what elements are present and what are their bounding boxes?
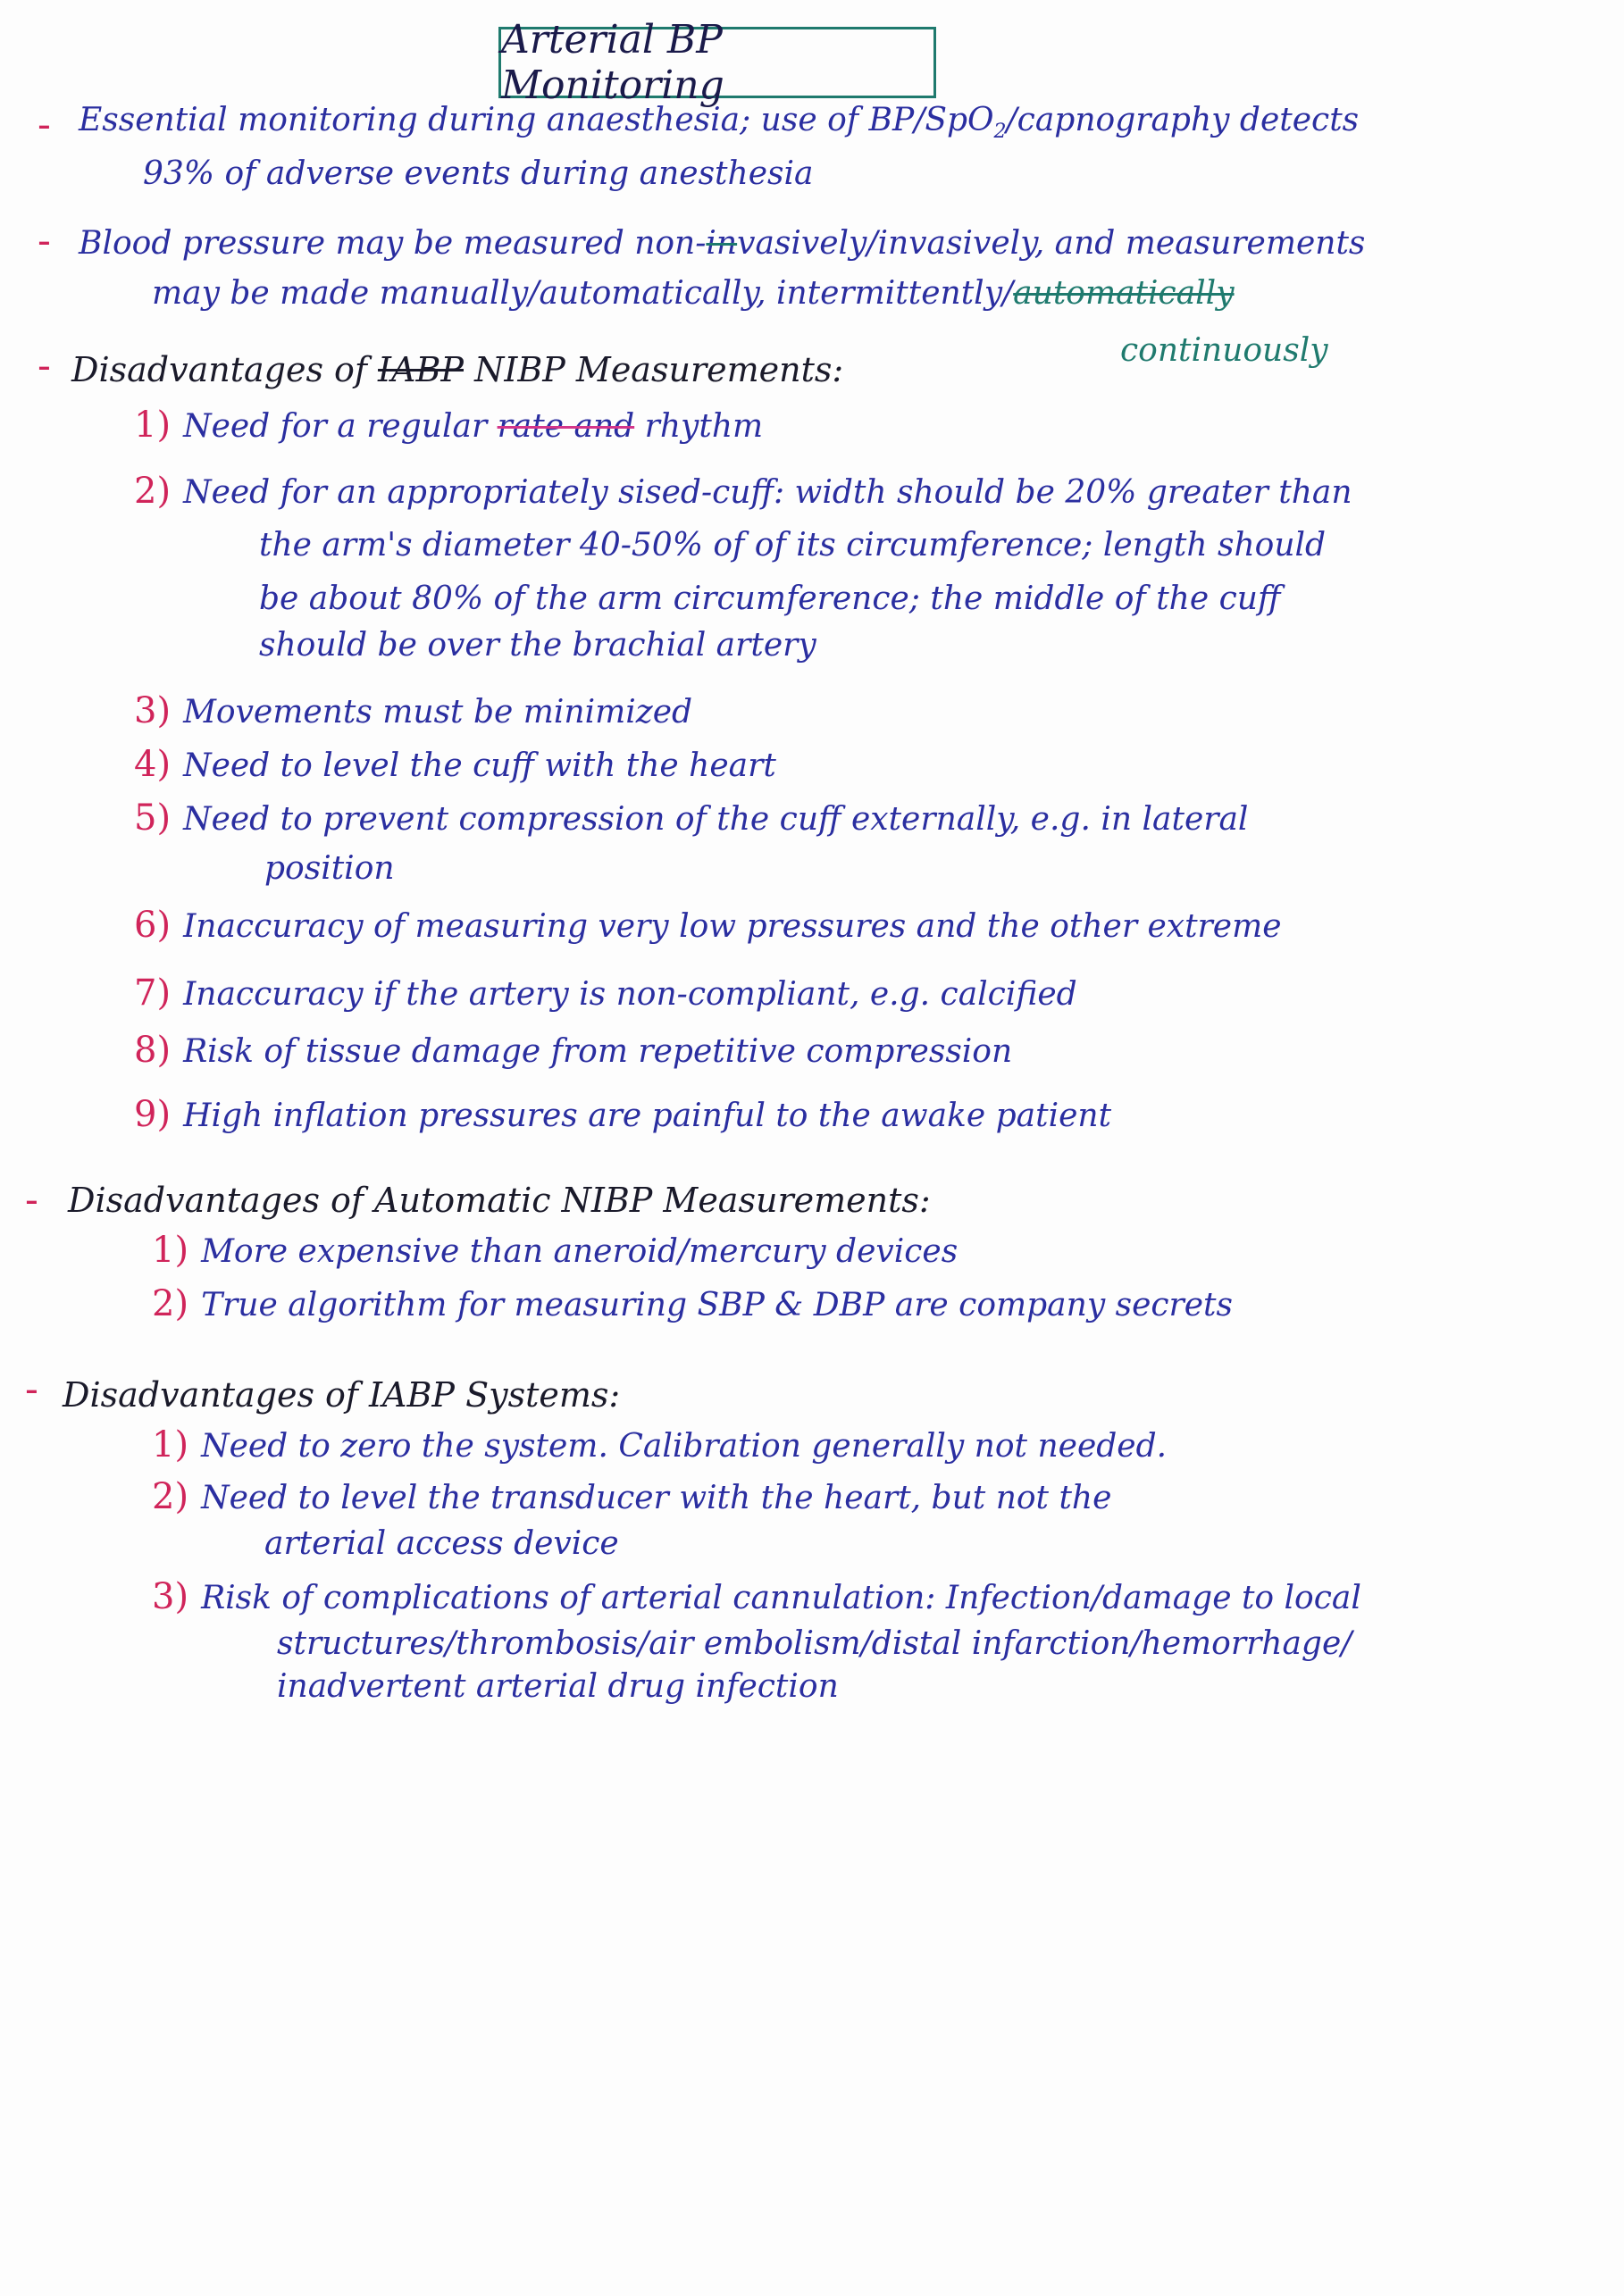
auto-heading: Disadvantages of Automatic NIBP Measurements: — [68, 1181, 931, 1220]
item-number: 1) — [152, 1230, 189, 1271]
item-number: 1) — [152, 1424, 189, 1465]
intro-1-subscript: 2 — [993, 121, 1007, 144]
nibp-item-4 — [134, 741, 776, 788]
nibp-item-2-cont-2: be about 80% of the arm circumference; the middle of the cuff — [259, 580, 1281, 617]
nibp-heading — [71, 350, 843, 389]
intro-1-text-a: Essential monitoring during anaesthesia; use of BP/SpO — [79, 102, 994, 138]
iabp-item-3-cont-2: inadvertent arterial drug infection — [277, 1668, 839, 1705]
page-title: Arterial BP Monitoring — [498, 27, 936, 98]
bullet-dash: - — [25, 1177, 38, 1223]
nibp-item-5-cont-1: position — [264, 850, 395, 887]
nibp-item-3 — [134, 688, 692, 734]
item-text: Movements must be minimized — [183, 694, 693, 731]
item-text: True algorithm for measuring SBP & DBP are company secrets — [201, 1287, 1233, 1323]
item-number: 7) — [134, 973, 172, 1014]
nibp-item-2-cont-3: should be over the brachial artery — [259, 627, 816, 664]
intro-1-line-1 — [79, 100, 1359, 145]
item-number: 1) — [134, 405, 172, 446]
item-crossed-out: rate and — [497, 408, 635, 445]
intro-2-line-3: continuously — [1120, 332, 1328, 369]
item-text: Risk of complications of arterial cannulation: Infection/damage to local — [201, 1580, 1361, 1616]
nibp-item-2 — [134, 468, 1352, 514]
iabp-heading: Disadvantages of IABP Systems: — [63, 1375, 621, 1415]
item-number: 2) — [134, 471, 172, 512]
item-text: More expensive than aneroid/mercury devices — [201, 1233, 958, 1270]
bullet-dash: - — [25, 1366, 38, 1412]
bullet-dash: - — [38, 343, 51, 388]
iabp-item-3-cont-1: structures/thrombosis/air embolism/distal infarction/hemorrhage/ — [277, 1625, 1352, 1662]
intro-1-line-2: 93% of adverse events during anesthesia — [143, 155, 814, 192]
item-text: Risk of tissue damage from repetitive compression — [183, 1033, 1013, 1070]
item-text: Inaccuracy if the artery is non-compliant, e.g. calcified — [183, 976, 1077, 1013]
intro-2-line-2 — [152, 273, 1235, 313]
item-number: 6) — [134, 905, 172, 946]
nibp-item-1 — [134, 402, 763, 448]
item-number: 9) — [134, 1094, 172, 1135]
intro-2-text-a: Blood pressure may be measured non- — [79, 225, 707, 262]
item-text: Need to zero the system. Calibration generally not needed. — [201, 1428, 1168, 1465]
item-text: Need for an appropriately sised-cuff: width should be 20% greater than — [183, 474, 1352, 511]
intro-2-text-b: vasively/invasively, and measurements — [737, 225, 1366, 262]
item-number: 4) — [134, 744, 172, 785]
iabp-item-3 — [152, 1574, 1361, 1620]
item-text: High inflation pressures are painful to the awake patient — [183, 1098, 1112, 1134]
nibp-item-6 — [134, 902, 1282, 948]
item-number: 3) — [134, 690, 172, 731]
intro-2-crossed-out-2: automatically — [1013, 275, 1235, 312]
item-text-end: rhythm — [634, 408, 764, 445]
nibp-item-8 — [134, 1027, 1012, 1073]
item-number: 2) — [152, 1476, 189, 1517]
nibp-item-9 — [134, 1091, 1111, 1138]
nibp-heading-b: NIBP Measurements: — [464, 350, 844, 389]
nibp-item-5 — [134, 795, 1248, 841]
iabp-item-2 — [152, 1474, 1111, 1520]
item-number: 8) — [134, 1030, 172, 1071]
item-text: Need to prevent compression of the cuff externally, e.g. in lateral — [183, 801, 1249, 838]
item-text: Need for a regular — [183, 408, 498, 445]
auto-item-1 — [152, 1227, 958, 1273]
iabp-item-2-cont-1: arterial access device — [264, 1525, 619, 1562]
intro-2-line-1 — [79, 223, 1365, 263]
auto-item-2 — [152, 1281, 1233, 1327]
bullet-dash: - — [38, 218, 51, 263]
item-number: 3) — [152, 1576, 189, 1617]
bullet-dash: - — [38, 102, 51, 147]
item-text: Need to level the cuff with the heart — [183, 747, 776, 784]
nibp-heading-a: Disadvantages of — [71, 350, 379, 389]
item-text: Need to level the transducer with the heart, but not the — [201, 1480, 1112, 1516]
nibp-item-2-cont-1: the arm's diameter 40-50% of of its circumference; length should — [259, 527, 1327, 564]
item-number: 5) — [134, 797, 172, 839]
item-text: Inaccuracy of measuring very low pressures and the other extreme — [183, 908, 1282, 945]
intro-2-crossed-out: in — [706, 225, 738, 262]
nibp-item-7 — [134, 970, 1077, 1016]
intro-2-text-c: may be made manually/automatically, intermittently/ — [152, 275, 1014, 312]
intro-1-text-b: /capnography detects — [1006, 102, 1360, 138]
nibp-heading-crossed-out: IABP — [378, 350, 464, 389]
item-number: 2) — [152, 1283, 189, 1324]
iabp-item-1 — [152, 1422, 1167, 1468]
